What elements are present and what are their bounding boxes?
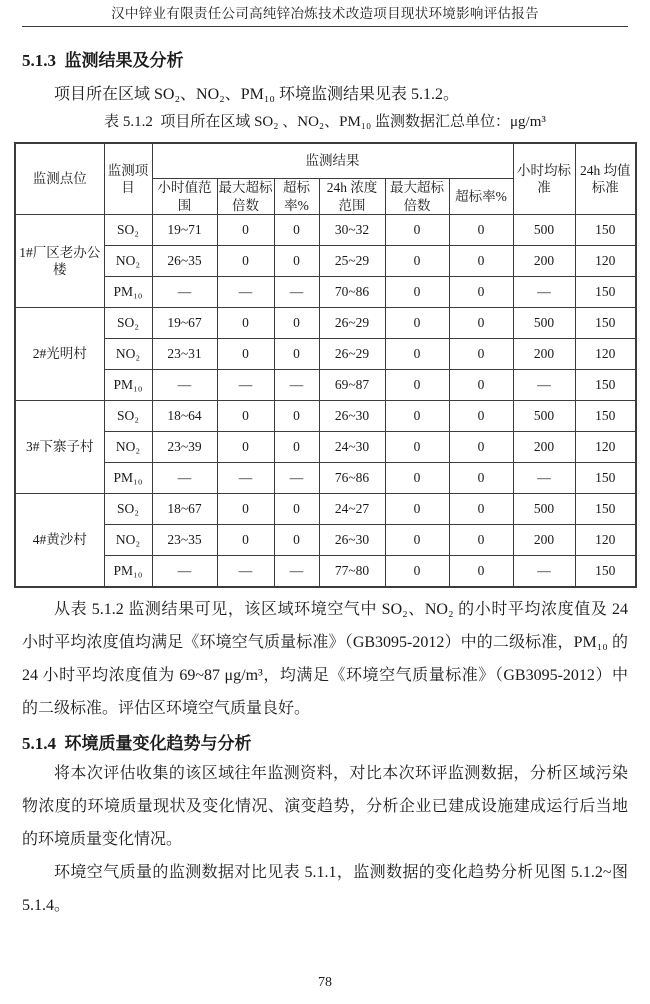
analysis-paragraph: 从表 5.1.2 监测结果可见，该区域环境空气中 SO₂、NO₂ 的小时平均浓度值及 24 小时平均浓度值均满足《环境空气质量标准》（GB3095-2012）中的二级标准，PM₁₀ 的 24 小时平均浓度值为 69~87 μg/m³，均满足《环境空气质量标准》（GB3095-2012）中的二级标准。评估区环境空气质量良好。 bbox=[22, 601, 628, 718]
table-cell: 26~35 bbox=[152, 246, 217, 277]
pollutant-cell: PM₁₀ bbox=[104, 277, 152, 308]
pollutant-cell: PM₁₀ bbox=[104, 556, 152, 588]
table-row bbox=[15, 463, 636, 494]
monitoring-results-table bbox=[14, 142, 637, 588]
table-caption: 表 5.1.2 项目所在区域 SO₂ 、NO₂、PM₁₀ 监测数据汇总单位：μg/m³ bbox=[104, 114, 546, 130]
table-cell: — bbox=[152, 277, 217, 308]
col-header-day-standard: 24h 均值标准 bbox=[575, 143, 636, 215]
pollutant-cell: PM₁₀ bbox=[104, 370, 152, 401]
table-cell: — bbox=[152, 370, 217, 401]
table-cell: 0 bbox=[449, 556, 513, 588]
table-cell: 0 bbox=[274, 339, 319, 370]
pollutant-cell: PM₁₀ bbox=[104, 463, 152, 494]
table-cell: 500 bbox=[513, 401, 575, 432]
table-cell: 150 bbox=[575, 401, 636, 432]
table-cell: 150 bbox=[575, 308, 636, 339]
table-cell: 0 bbox=[449, 432, 513, 463]
table-cell: 26~30 bbox=[319, 401, 385, 432]
trend-paragraph-2: 环境空气质量的监测数据对比见表 5.1.1，监测数据的变化趋势分析见图 5.1.2~图 5.1.4。 bbox=[22, 864, 628, 915]
pollutant-cell: SO₂ bbox=[104, 401, 152, 432]
pollutant-cell: NO₂ bbox=[104, 432, 152, 463]
col-subheader-24h-range: 24h 浓度范围 bbox=[319, 179, 385, 215]
pollutant-cell: NO₂ bbox=[104, 339, 152, 370]
col-header-item: 监测项目 bbox=[104, 143, 152, 215]
table-cell: 0 bbox=[449, 277, 513, 308]
table-cell: 200 bbox=[513, 525, 575, 556]
table-cell: 0 bbox=[385, 246, 449, 277]
table-cell: — bbox=[513, 556, 575, 588]
table-cell: 30~32 bbox=[319, 215, 385, 246]
table-cell: 69~87 bbox=[319, 370, 385, 401]
table-cell: 500 bbox=[513, 215, 575, 246]
site-cell: 1#厂区老办公楼 bbox=[15, 215, 104, 308]
pollutant-cell: SO₂ bbox=[104, 494, 152, 525]
table-cell: — bbox=[274, 463, 319, 494]
table-cell: — bbox=[513, 370, 575, 401]
pollutant-cell: SO₂ bbox=[104, 215, 152, 246]
table-cell: 0 bbox=[449, 463, 513, 494]
table-cell: — bbox=[274, 370, 319, 401]
table-row bbox=[15, 246, 636, 277]
table-cell: 200 bbox=[513, 246, 575, 277]
table-cell: 120 bbox=[575, 525, 636, 556]
table-row bbox=[15, 556, 636, 588]
table-cell: 0 bbox=[217, 215, 274, 246]
table-cell: 0 bbox=[449, 494, 513, 525]
table-cell: 23~31 bbox=[152, 339, 217, 370]
table-cell: 26~29 bbox=[319, 308, 385, 339]
table-cell: 120 bbox=[575, 246, 636, 277]
col-subheader-exceed-rate: 超标率% bbox=[274, 179, 319, 215]
table-cell: 0 bbox=[217, 494, 274, 525]
table-cell: 0 bbox=[217, 401, 274, 432]
table-cell: — bbox=[274, 277, 319, 308]
pollutant-cell: NO₂ bbox=[104, 525, 152, 556]
table-cell: 120 bbox=[575, 432, 636, 463]
table-cell: — bbox=[217, 277, 274, 308]
table-cell: 26~29 bbox=[319, 339, 385, 370]
table-cell: 26~30 bbox=[319, 525, 385, 556]
table-cell: 120 bbox=[575, 339, 636, 370]
table-cell: 0 bbox=[449, 246, 513, 277]
table-cell: 0 bbox=[217, 339, 274, 370]
section-5-1-4-heading: 5.1.4 环境质量变化趋势与分析 bbox=[22, 734, 252, 754]
table-cell: 25~29 bbox=[319, 246, 385, 277]
table-cell: 0 bbox=[274, 525, 319, 556]
table-cell: 0 bbox=[449, 401, 513, 432]
table-cell: 23~35 bbox=[152, 525, 217, 556]
table-cell: 0 bbox=[385, 432, 449, 463]
table-cell: 18~67 bbox=[152, 494, 217, 525]
table-cell: 0 bbox=[449, 525, 513, 556]
table-cell: 150 bbox=[575, 370, 636, 401]
table-row bbox=[15, 308, 636, 339]
table-cell: 19~71 bbox=[152, 215, 217, 246]
table-cell: — bbox=[274, 556, 319, 588]
table-cell: 70~86 bbox=[319, 277, 385, 308]
table-row bbox=[15, 432, 636, 463]
table-cell: 18~64 bbox=[152, 401, 217, 432]
col-subheader-max-exceed: 最大超标倍数 bbox=[217, 179, 274, 215]
pollutant-cell: SO₂ bbox=[104, 308, 152, 339]
page-number: 78 bbox=[318, 975, 332, 990]
table-row bbox=[15, 525, 636, 556]
table-cell: 0 bbox=[449, 308, 513, 339]
site-cell: 2#光明村 bbox=[15, 308, 104, 401]
table-cell: 24~27 bbox=[319, 494, 385, 525]
table-row bbox=[15, 339, 636, 370]
table-cell: 0 bbox=[217, 525, 274, 556]
table-row bbox=[15, 401, 636, 432]
table-cell: 150 bbox=[575, 277, 636, 308]
table-cell: 0 bbox=[274, 401, 319, 432]
site-cell: 3#下寨子村 bbox=[15, 401, 104, 494]
table-cell: 0 bbox=[385, 556, 449, 588]
table-cell: 0 bbox=[274, 308, 319, 339]
table-cell: 0 bbox=[385, 339, 449, 370]
table-cell: — bbox=[217, 556, 274, 588]
table-cell: 0 bbox=[449, 339, 513, 370]
table-cell: 0 bbox=[385, 494, 449, 525]
table-cell: 0 bbox=[217, 432, 274, 463]
table-cell: 23~39 bbox=[152, 432, 217, 463]
col-header-hour-standard: 小时均标准 bbox=[513, 143, 575, 215]
table-cell: 150 bbox=[575, 494, 636, 525]
site-cell: 4#黄沙村 bbox=[15, 494, 104, 588]
table-cell: 76~86 bbox=[319, 463, 385, 494]
table-cell: 19~67 bbox=[152, 308, 217, 339]
report-header bbox=[22, 6, 628, 27]
table-cell: — bbox=[513, 277, 575, 308]
table-cell: 150 bbox=[575, 556, 636, 588]
table-cell: 500 bbox=[513, 494, 575, 525]
table-cell: — bbox=[152, 556, 217, 588]
table-cell: 0 bbox=[217, 308, 274, 339]
table-cell: — bbox=[152, 463, 217, 494]
table-row bbox=[15, 370, 636, 401]
table-cell: 0 bbox=[274, 215, 319, 246]
table-cell: 24~30 bbox=[319, 432, 385, 463]
trend-paragraph-1: 将本次评估收集的该区域往年监测资料，对比本次环评监测数据，分析区域污染物浓度的环境质量现状及变化情况、演变趋势，分析企业已建成设施建成运行后当地的环境质量变化情况。 bbox=[22, 765, 628, 849]
section-5-1-3-heading: 5.1.3 监测结果及分析 bbox=[22, 51, 184, 70]
pollutant-cell: NO₂ bbox=[104, 246, 152, 277]
table-cell: — bbox=[513, 463, 575, 494]
table-cell: 150 bbox=[575, 463, 636, 494]
table-cell: 0 bbox=[385, 370, 449, 401]
table-cell: 0 bbox=[385, 401, 449, 432]
col-header-result-group: 监测结果 bbox=[152, 143, 513, 179]
table-cell: 0 bbox=[274, 494, 319, 525]
table-cell: 0 bbox=[385, 215, 449, 246]
table-cell: 200 bbox=[513, 339, 575, 370]
table-cell: 0 bbox=[274, 246, 319, 277]
table-row bbox=[15, 277, 636, 308]
table-cell: 500 bbox=[513, 308, 575, 339]
col-subheader-24h-exceed-rate: 超标率% bbox=[449, 179, 513, 215]
table-cell: 150 bbox=[575, 215, 636, 246]
col-subheader-hour-range: 小时值范围 bbox=[152, 179, 217, 215]
table-cell: 200 bbox=[513, 432, 575, 463]
table-row bbox=[15, 215, 636, 246]
col-header-site: 监测点位 bbox=[15, 143, 104, 215]
table-cell: 0 bbox=[385, 277, 449, 308]
table-cell: 0 bbox=[385, 463, 449, 494]
table-cell: 0 bbox=[217, 246, 274, 277]
table-row bbox=[15, 494, 636, 525]
table-cell: 0 bbox=[274, 432, 319, 463]
intro-paragraph: 项目所在区域 SO₂、NO₂、PM₁₀ 环境监测结果见表 5.1.2。 bbox=[54, 86, 460, 103]
table-cell: 0 bbox=[449, 370, 513, 401]
report-title: 汉中锌业有限责任公司高纯锌冶炼技术改造项目现状环境影响评估报告 bbox=[111, 6, 539, 21]
table-cell: — bbox=[217, 463, 274, 494]
col-subheader-24h-max-exceed: 最大超标倍数 bbox=[385, 179, 449, 215]
table-cell: 0 bbox=[385, 308, 449, 339]
table-cell: 0 bbox=[385, 525, 449, 556]
table-cell: 77~80 bbox=[319, 556, 385, 588]
table-cell: 0 bbox=[449, 215, 513, 246]
table-cell: — bbox=[217, 370, 274, 401]
